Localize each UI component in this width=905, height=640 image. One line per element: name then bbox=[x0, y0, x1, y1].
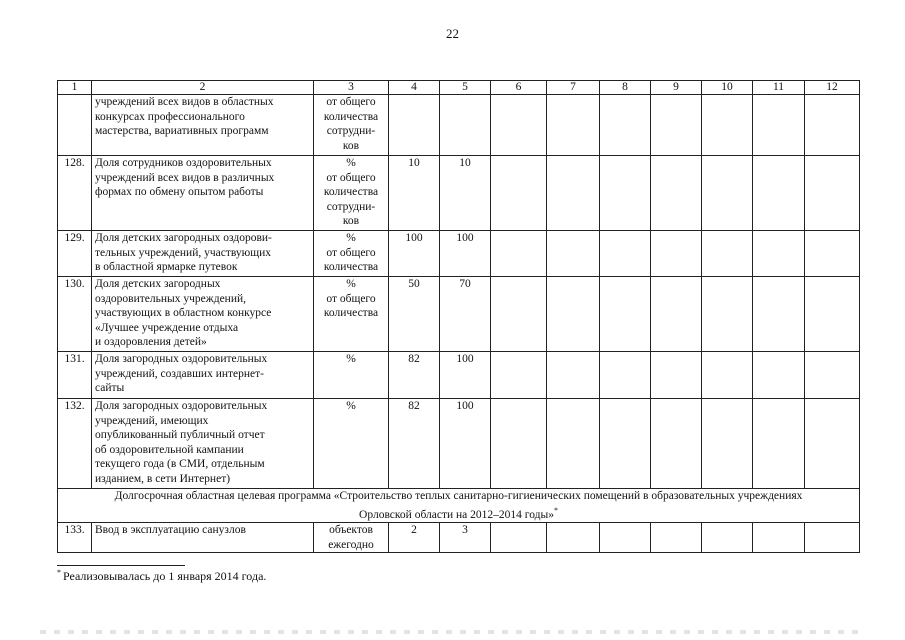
column-header: 4 bbox=[389, 81, 440, 95]
value-col5: 100 bbox=[440, 352, 491, 399]
value-col4: 10 bbox=[389, 156, 440, 231]
table-row bbox=[58, 231, 860, 277]
indicator-name: Доля загородных оздоровительных учреждений, имеющих опубликованный публичный отчет об оздоровительной кампании текущего года (в СМИ, отдельным изданием, в сети Интернет) bbox=[92, 399, 314, 489]
footnote-text: Реализовывалась до 1 января 2014 года. bbox=[63, 569, 267, 583]
column-header: 1 bbox=[58, 81, 92, 95]
value-col5: 10 bbox=[440, 156, 491, 231]
table-header-row bbox=[58, 81, 860, 95]
indicator-name: Ввод в эксплуатацию санузлов bbox=[92, 523, 314, 553]
page-number: 22 bbox=[446, 26, 459, 41]
program-title-line2: Орловской области на 2012–2014 годы» bbox=[359, 508, 554, 521]
column-header: 12 bbox=[805, 81, 860, 95]
unit-cell: % от общего количества bbox=[314, 277, 389, 352]
indicators-table bbox=[57, 80, 860, 553]
table-row bbox=[58, 156, 860, 231]
unit-cell: % от общего количества сотрудни- ков bbox=[314, 156, 389, 231]
value-col4: 2 bbox=[389, 523, 440, 553]
column-header: 11 bbox=[753, 81, 805, 95]
value-col4: 50 bbox=[389, 277, 440, 352]
table-row bbox=[58, 523, 860, 553]
unit-cell: от общего количества сотрудни- ков bbox=[314, 95, 389, 156]
row-number: 132. bbox=[58, 399, 92, 489]
value-col4: 82 bbox=[389, 352, 440, 399]
program-section-row bbox=[58, 489, 860, 523]
column-header: 9 bbox=[651, 81, 702, 95]
indicator-name: Доля сотрудников оздоровительных учреждений всех видов в различных формах по обмену опытом работы bbox=[92, 156, 314, 231]
unit-cell: % bbox=[314, 399, 389, 489]
column-header: 7 bbox=[547, 81, 600, 95]
column-header: 3 bbox=[314, 81, 389, 95]
value-col4 bbox=[389, 95, 440, 156]
indicator-name: учреждений всех видов в областных конкурсах профессионального мастерства, вариативных программ bbox=[92, 95, 314, 156]
table-row bbox=[58, 399, 860, 489]
table-row bbox=[58, 95, 860, 156]
row-number: 128. bbox=[58, 156, 92, 231]
row-number: 129. bbox=[58, 231, 92, 277]
footnote-mark: * bbox=[57, 568, 61, 577]
footnote bbox=[57, 569, 266, 584]
column-header: 10 bbox=[702, 81, 753, 95]
footnote-marker: * bbox=[553, 505, 558, 515]
indicator-name: Доля загородных оздоровительных учреждений, создавших интернет- сайты bbox=[92, 352, 314, 399]
column-header: 6 bbox=[491, 81, 547, 95]
value-col4: 100 bbox=[389, 231, 440, 277]
indicator-name: Доля детских загородных оздоровительных учреждений, участвующих в областном конкурсе «Лучшее учреждение отдыха и оздоровления детей» bbox=[92, 277, 314, 352]
row-number: 130. bbox=[58, 277, 92, 352]
table-row bbox=[58, 277, 860, 352]
unit-cell: % bbox=[314, 352, 389, 399]
column-header: 8 bbox=[600, 81, 651, 95]
column-header: 5 bbox=[440, 81, 491, 95]
row-number bbox=[58, 95, 92, 156]
row-number: 131. bbox=[58, 352, 92, 399]
table-row bbox=[58, 352, 860, 399]
value-col5: 70 bbox=[440, 277, 491, 352]
unit-cell: % от общего количества bbox=[314, 231, 389, 277]
footnote-divider bbox=[57, 565, 185, 566]
value-col4: 82 bbox=[389, 399, 440, 489]
column-header: 2 bbox=[92, 81, 314, 95]
value-col5: 3 bbox=[440, 523, 491, 553]
value-col5: 100 bbox=[440, 231, 491, 277]
value-col5 bbox=[440, 95, 491, 156]
value-col5: 100 bbox=[440, 399, 491, 489]
indicator-name: Доля детских загородных оздорови- тельных учреждений, участвующих в областной ярмарке путевок bbox=[92, 231, 314, 277]
scan-artifact bbox=[40, 630, 860, 634]
program-title-line1: Долгосрочная областная целевая программа «Строительство теплых санитарно-гигиенических помещений в образовательных учреждениях bbox=[114, 490, 803, 502]
program-title bbox=[58, 489, 860, 523]
row-number: 133. bbox=[58, 523, 92, 553]
unit-cell: объектов ежегодно bbox=[314, 523, 389, 553]
